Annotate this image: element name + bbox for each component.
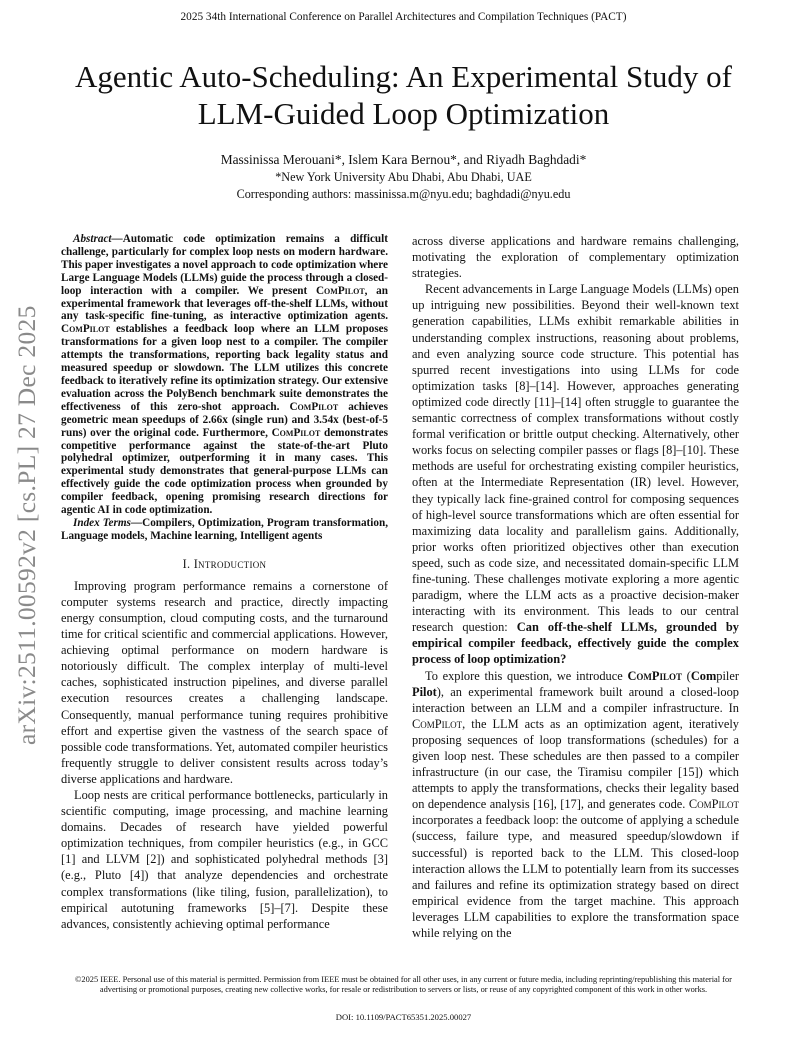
arxiv-side-stamp: arXiv:2511.00592v2 [cs.PL] 27 Dec 2025 [12, 305, 41, 745]
compilot-name-bold: ComPilot [627, 668, 682, 683]
compilot-com: Com [690, 668, 717, 683]
compilot-text-c: piler [716, 668, 739, 683]
compilot-text-f: incorporates a feedback loop: the outcome of applying a schedule (success, failure type, and measured speedup/slowdown if successful) is reported back to the LLM. This closed-loop interaction allows the LLM to potentially learn from its successes and failures and refine its optimization strategy based on direct empirical evidence from the target machine. This approach leverages LLM capabilities to explore the transformation space while relying on the [412, 813, 739, 941]
compilot-text-e: , the LLM acts as an optimization agent, iteratively proposing sequences of loop transformations (schedules) for a given loop nest. These schedules are then passed to a compiler infrastructure (in our case, the Tiramisu compiler [15]) which attempts to apply the transformations, checks their legality based on dependence analysis [16], [17], and generates code. [412, 716, 739, 812]
paper-authors: Massinissa Merouani*, Islem Kara Bernou*, and Riyadh Baghdadi* [220, 152, 587, 167]
abstract-compilot-3: ComPilot [289, 400, 339, 413]
index-terms-label: Index Terms— [73, 516, 143, 529]
compilot-name-3: ComPilot [688, 797, 739, 812]
abstract-text-4: achieves geometric mean speedups of 2.66x (single run) and 3.54x (best-of-5 runs) over the original code. Furthermore, [61, 400, 388, 439]
research-question: Can off-the-shelf LLMs, grounded by empirical compiler feedback, effectively guide the complex process of loop optimization? [412, 620, 739, 667]
abstract-text-1: Automatic code optimization remains a difficult challenge, particularly for complex loop nests on modern hardware. This paper investigates a novel approach to code optimization where Large Language Models (LLMs) guide the process through a closed-loop interaction with a compiler. We present [61, 233, 388, 297]
compilot-text-d: ), an experimental framework built around a closed-loop interaction between an LLM and a compiler infrastructure. In [412, 684, 739, 715]
index-terms [61, 517, 388, 543]
abstract-text-2: , an experimental framework that leverages off-the-shelf LLMs, without any task-specific fine-tuning, as interactive optimization agents. [61, 284, 388, 323]
abstract [61, 233, 388, 517]
intro-paragraph-2: Loop nests are critical performance bottlenecks, particularly in scientific computing, image processing, and machine learning domains. Decades of research have yielded powerful optimization techniques, from compiler heuristics (e.g., in GCC [1] and LLVM [2]) and sophisticated polyhedral methods [3] (e.g., Pluto [4]) that analyze dependencies and orchestrate complex transformations (like tiling, fusion, parallelization), to empirical autotuning frameworks [5]–[7]. Despite these advances, consistently achieving optimal performance [61, 787, 388, 931]
corresponding-authors: Corresponding authors: massinissa.m@nyu.edu; baghdadi@nyu.edu [236, 187, 571, 201]
abstract-compilot-4: ComPilot [271, 426, 321, 439]
paper-title: Agentic Auto-Scheduling: An Experimental Study of LLM-Guided Loop Optimization [75, 59, 732, 131]
right-column [412, 233, 739, 941]
abstract-text-5: demonstrates competitive performance against the state-of-the-art Pluto polyhedral optimizer, outperforming it in many cases. This experimental study demonstrates that general-purpose LLMs can effectively guide the code optimization process when grounded by compiler feedback, opening promising research directions for agentic AI in code optimization. [61, 426, 388, 517]
copyright-notice: ©2025 IEEE. Personal use of this material is permitted. Permission from IEEE must be obtained for all other uses, in any current or future media, including reprinting/republishing this material for advertising or promotional purposes, creating new collective works, for resale or redistribution to servers or lists, or reuse of any copyrighted component of this work in other works. [75, 975, 732, 995]
left-column [61, 233, 388, 932]
abstract-compilot-2: ComPilot [61, 323, 110, 336]
compilot-pilot: Pilot [412, 684, 437, 699]
abstract-compilot-1: ComPilot [315, 284, 365, 297]
abstract-label: Abstract— [73, 233, 123, 245]
compilot-text-a: To explore this question, we introduce [425, 668, 628, 683]
compilot-text-b: ( [681, 668, 691, 683]
section-heading-introduction: I. Introduction [182, 556, 267, 571]
intro-paragraph-llm-text: Recent advancements in Large Language Models (LLMs) open up intriguing new possibilities. Beyond their well-known text generation capabilities, LLMs exhibit remarkable abilities in understanding complex instructions, reasoning about problems, and even analyzing source code structure. This potential has spurred recent investigations into using LLMs for code optimization tasks [8]–[14]. However, approaches generating optimized code directly [11]–[14] often struggle to guarantee the semantic correctness of complex transformations without costly formal verification or brittle output checking. Alternatively, other works focus on selecting compiler passes or flags [8]–[10]. These methods are useful for orchestrating existing compiler heuristics, often at the Intermediate Representation (IR) level. However, they typically lack fine-grained control for composing sequences of high-level source transformations which are often essential for maximizing data locality and parallelism gains. Additionally, prior works often prioritized objectives other than execution speed, such as code size, and necessitated domain-specific LLM fine-tuning. These challenges motivate exploring a more agentic paradigm, where the LLM acts as a proactive decision-maker interacting with its environment. This leads to our central research question: [412, 282, 739, 635]
index-terms-text: Compilers, Optimization, Program transformation, Language models, Machine learning, Intelligent agents [61, 516, 388, 542]
abstract-text-3: establishes a feedback loop where an LLM proposes transformations for a given loop nest to a compiler. The compiler attempts the transformations, reporting back legality status and measured speedup or slowdown. The LLM utilizes this concrete feedback to iteratively refine its optimization strategy. Our extensive evaluation across the PolyBench benchmark suite demonstrates the effectiveness of this zero-shot approach. [61, 323, 388, 413]
paper-affiliation: *New York University Abu Dhabi, Abu Dhabi, UAE [275, 170, 532, 184]
doi: DOI: 10.1109/PACT65351.2025.00027 [335, 1012, 472, 1022]
intro-paragraph-llm [412, 281, 739, 667]
compilot-name-2: ComPilot [412, 716, 463, 731]
conference-header: 2025 34th International Conference on Parallel Architectures and Compilation Techniques (PACT) [180, 11, 627, 23]
intro-paragraph-compilot [412, 668, 739, 942]
intro-paragraph-1: Improving program performance remains a cornerstone of computer systems research and practice, directly impacting energy consumption, cloud computing costs, and the turnaround time for critical scientific and commercial applications. However, achieving optimal performance on modern hardware is notoriously difficult. The complex interplay of multi-level caches, sophisticated instruction pipelines, and diverse parallel execution resources creates a challenging landscape. Consequently, manual performance tuning requires prohibitive effort and expertise given the vastness of the search space of possible code transformations. Yet, automated compiler heuristics frequently struggle to deliver consistent results across today’s diverse applications and hardware. [61, 578, 388, 786]
intro-paragraph-continued: across diverse applications and hardware remains challenging, motivating the exploration of complementary optimization strategies. [412, 234, 739, 281]
